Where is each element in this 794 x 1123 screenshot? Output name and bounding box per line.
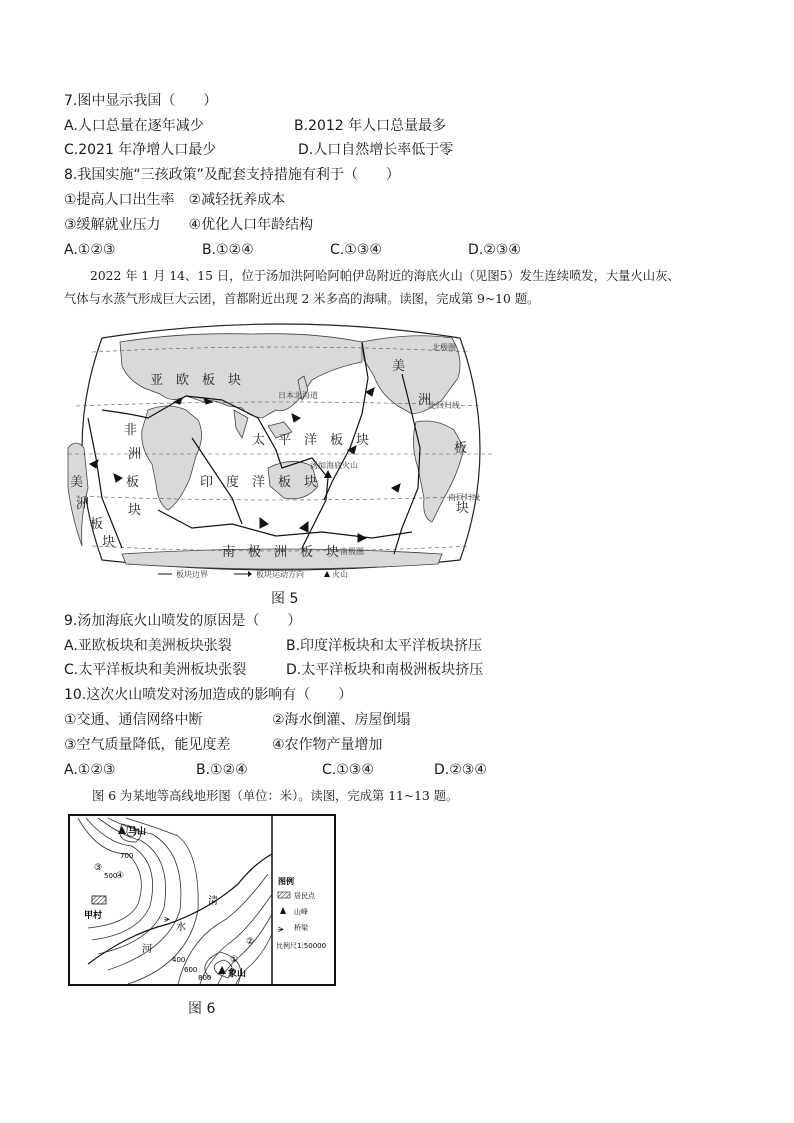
q9-option-a: A.亚欧板块和美洲板块张裂: [64, 638, 232, 654]
label-river-3: 河: [142, 944, 152, 955]
q7-stem: 7.图中显示我国（ ）: [64, 93, 218, 109]
q8-option-d: D.②③④: [468, 242, 521, 258]
q9-stem: 9.汤加海底火山喷发的原因是（ ）: [64, 613, 302, 629]
label-pacific-plate: 太 平 洋 板 块: [252, 433, 370, 448]
q8-option-c: C.①③④: [330, 242, 382, 258]
label-tropic-north: 北回归线: [428, 401, 460, 410]
mark-4: ④: [116, 871, 125, 881]
figure-5-caption: 图 5: [271, 591, 299, 607]
contour-800: 800: [198, 974, 212, 982]
label-americas-plate-2: 洲: [418, 393, 432, 408]
legend-scale: 比例尺1:50000: [276, 942, 327, 950]
mark-2: ②: [246, 937, 255, 947]
label-africa-plate-1: 非: [124, 423, 138, 438]
label-americas-plate-4: 块: [456, 501, 470, 516]
legend-bridge-icon: ⪫: [278, 924, 284, 935]
label-americas-plate-3: 板: [454, 441, 468, 456]
q8-items-line2: ③缓解就业压力 ④优化人口年龄结构: [64, 217, 314, 233]
q9-option-c: C.太平洋板块和美洲板块张裂: [64, 662, 247, 678]
intro1-line1: 2022 年 1 月 14、15 日，位于汤加洪阿哈阿帕伊岛附近的海底火山（见图5）发生连续喷发，大量火山灰、: [90, 269, 680, 283]
label-africa-plate-4: 块: [128, 503, 142, 518]
label-tropic-south: 南回归线: [448, 493, 480, 502]
q7-option-d: D.人口自然增长率低于零: [298, 142, 454, 158]
contour-500: 500: [104, 872, 118, 880]
legend-item-peak: 山峰: [294, 908, 308, 916]
q10-item-1: ①交通、通信网络中断: [64, 712, 203, 728]
legend-title: 图例: [278, 877, 294, 886]
contour-600: 600: [184, 966, 198, 974]
q10-item-4: ④农作物产量增加: [272, 737, 383, 753]
q7-option-c: C.2021 年净增人口最少: [64, 142, 217, 158]
label-africa-plate-3: 板: [126, 475, 140, 490]
label-tonga: 汤加海底火山: [310, 461, 358, 470]
label-peak2: 象山: [228, 969, 247, 979]
label-americas-left-1: 美: [70, 475, 84, 490]
q10-item-2: ②海水倒灌、房屋倒塌: [272, 712, 411, 728]
bridge-icon: ⪫: [164, 914, 170, 925]
legend-item-bridge: 桥梁: [294, 924, 308, 932]
legend-boundary: 板块边界: [176, 570, 208, 579]
intro1-line2: 气体与水蒸气形成巨大云团，首都附近出现 2 米多高的海啸。读图，完成第 9~10 题。: [64, 292, 540, 306]
mark-1: ①: [230, 955, 239, 965]
q7-option-a: A.人口总量在逐年减少: [64, 118, 204, 134]
q8-option-a: A.①②③: [64, 242, 116, 258]
contour-700: 700: [120, 852, 134, 860]
label-antarctic-circle: 南极圈: [340, 547, 364, 556]
label-africa-plate-2: 洲: [128, 447, 142, 462]
q9-option-b: B.印度洋板块和太平洋板块挤压: [286, 638, 483, 654]
legend-volcano: 火山: [332, 570, 348, 579]
figure-5-plate-map: [62, 318, 500, 582]
q10-option-a: A.①②③: [64, 762, 116, 778]
label-river-1: 清: [208, 896, 218, 907]
q10-option-c: C.①③④: [322, 762, 374, 778]
q8-option-b: B.①②④: [202, 242, 254, 258]
label-americas-left-2: 洲: [76, 497, 90, 512]
label-americas-left-3: 板: [90, 517, 104, 532]
q10-stem: 10.这次火山喷发对汤加造成的影响有（ ）: [64, 687, 353, 703]
figure-6-contour-map: [68, 814, 336, 986]
label-americas-left-4: 块: [102, 535, 116, 550]
label-river-2: 水: [176, 922, 186, 933]
label-americas-plate-1: 美: [392, 359, 406, 374]
q8-items-line1: ①提高人口出生率 ②减轻抚养成本: [64, 192, 286, 208]
q10-item-3: ③空气质量降低，能见度差: [64, 737, 231, 753]
label-indian-plate: 印 度 洋 板 块: [200, 475, 318, 490]
legend-volcano-icon: [324, 571, 330, 577]
contour-400: 400: [172, 956, 186, 964]
label-village: 甲村: [84, 911, 103, 921]
village-icon: [92, 896, 106, 904]
legend-item-village: 居民点: [294, 892, 315, 900]
label-arctic-circle: 北极圈: [432, 343, 456, 352]
q9-option-d: D.太平洋板块和南极洲板块挤压: [286, 662, 484, 678]
intro2: 图 6 为某地等高线地形图（单位：米）。读图，完成第 11~13 题。: [92, 789, 459, 803]
label-antarctic-plate: 南 极 洲 板 块: [222, 545, 340, 560]
q10-option-b: B.①②④: [196, 762, 248, 778]
label-japan: 日本北海道: [278, 391, 318, 400]
q8-stem: 8.我国实施“三孩政策”及配套支持措施有利于（ ）: [64, 167, 400, 183]
figure-6-caption: 图 6: [188, 1001, 216, 1017]
mark-3: ③: [94, 863, 103, 873]
q10-option-d: D.②③④: [434, 762, 487, 778]
legend-motion: 板块运动方向: [256, 570, 304, 579]
q7-option-b: B.2012 年人口总量最多: [294, 118, 447, 134]
label-eurasia-plate: 亚 欧 板 块: [150, 373, 242, 388]
label-peak1: 马山: [128, 827, 147, 837]
